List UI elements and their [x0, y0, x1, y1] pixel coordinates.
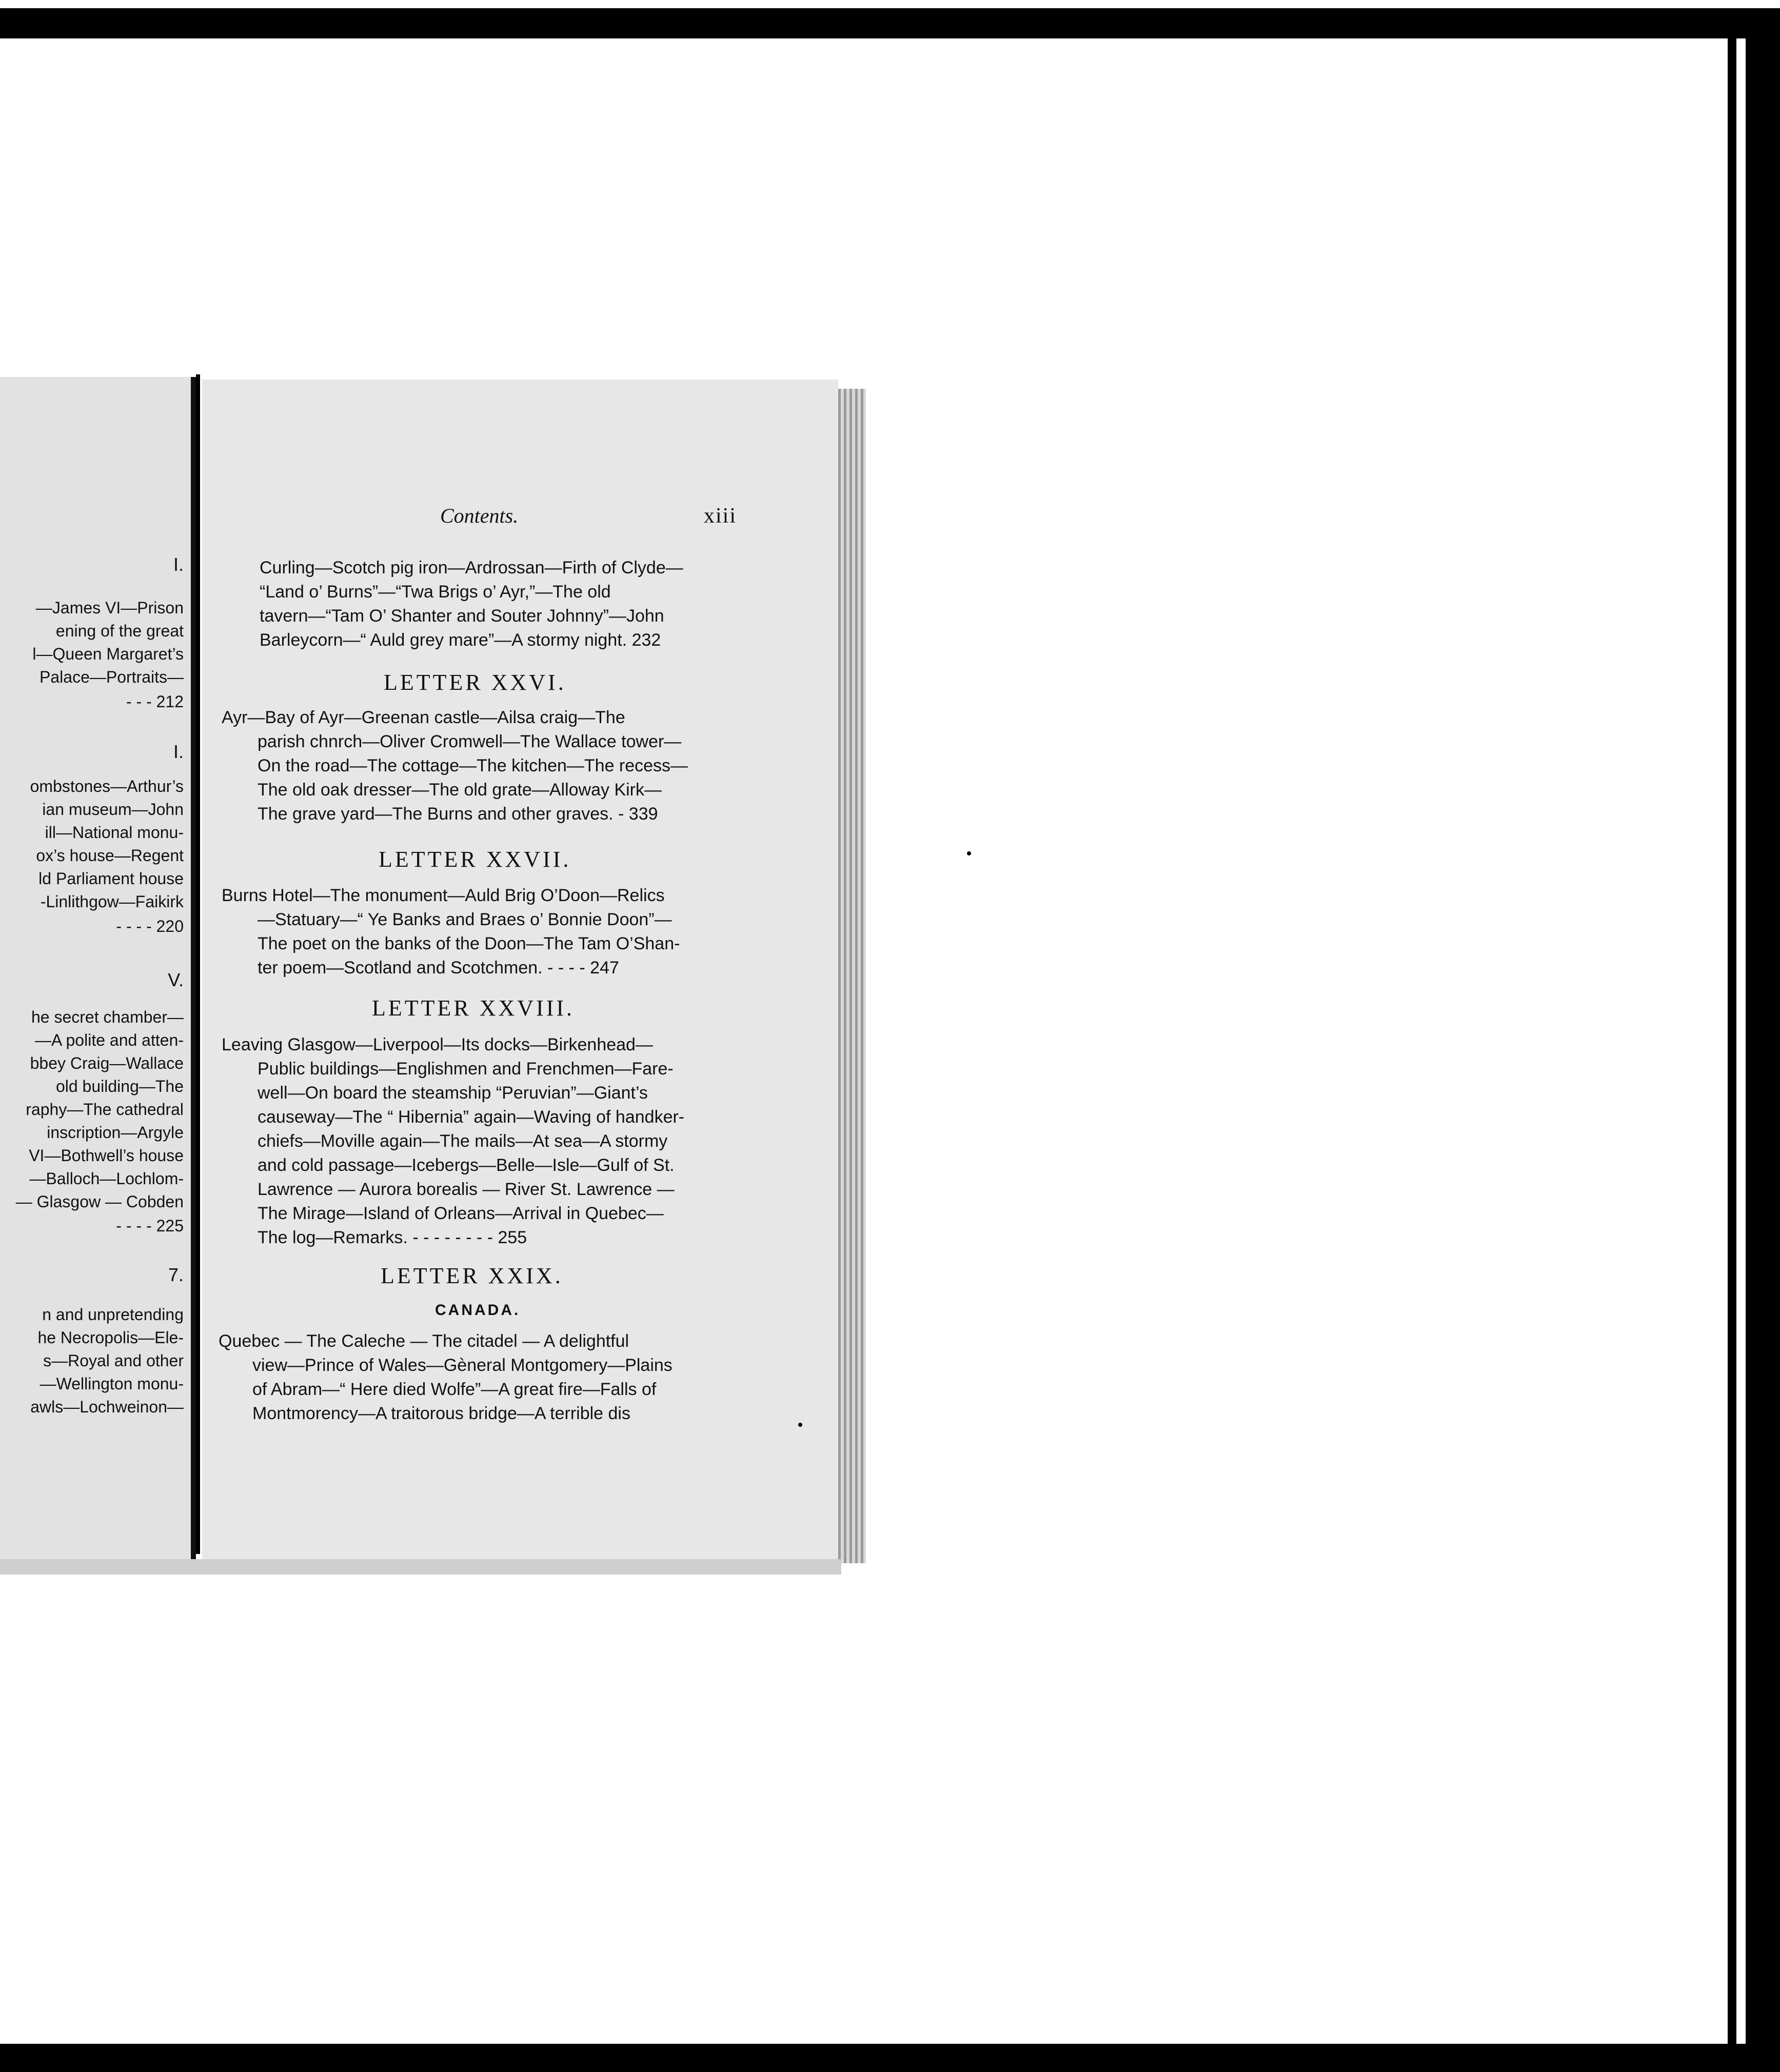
toc-line: The Mirage—Island of Orleans—Arrival in Quebec— — [258, 1204, 664, 1223]
toc-line: Burns Hotel—The monument—Auld Brig O’Doon—Relics — [222, 886, 665, 905]
toc-line: Barleycorn—“ Auld grey mare”—A stormy night. 232 — [260, 630, 661, 650]
toc-line: Ayr—Bay of Ayr—Greenan castle—Ailsa craig—The — [222, 708, 625, 727]
left-fragment: 7. — [168, 1264, 184, 1285]
left-fragment: V. — [168, 969, 184, 990]
scan-speck — [967, 851, 971, 855]
left-fragment: Palace—Portraits— — [39, 668, 184, 686]
toc-line: ter poem—Scotland and Scotchmen. - - - - 247 — [258, 958, 619, 978]
scan-border-top-highlight — [0, 0, 1780, 8]
toc-line: The old oak dresser—The old grate—Alloway Kirk— — [258, 780, 662, 800]
toc-line: Curling—Scotch pig iron—Ardrossan—Firth of Clyde— — [260, 558, 683, 577]
toc-line: The poet on the banks of the Doon—The Tam O’Shan- — [258, 934, 680, 953]
letter-heading: LETTER XXVIII. — [372, 995, 575, 1021]
left-fragment: old building—The — [55, 1077, 184, 1095]
toc-line: On the road—The cottage—The kitchen—The recess— — [258, 756, 688, 775]
page-edges — [838, 389, 866, 1563]
letter-subheading: CANADA. — [435, 1302, 521, 1319]
scan-border-right-highlight — [1736, 38, 1746, 2044]
toc-line: causeway—The “ Hibernia” again—Waving of handker- — [258, 1107, 685, 1127]
toc-line: well—On board the steamship “Peruvian”—Giant’s — [258, 1083, 648, 1103]
toc-line: “Land o’ Burns”—“Twa Brigs o’ Ayr,”—The old — [260, 582, 611, 602]
running-header: Contents. — [440, 504, 519, 527]
left-fragment: l—Queen Margaret’s — [32, 645, 184, 663]
left-fragment: ombstones—Arthur’s — [30, 777, 184, 795]
toc-line: tavern—“Tam O’ Shanter and Souter Johnny”—John — [260, 606, 664, 626]
letter-heading: LETTER XXVII. — [379, 847, 571, 872]
toc-line: parish chnrch—Oliver Cromwell—The Wallace tower— — [258, 732, 682, 751]
left-fragment: he Necropolis—Ele- — [37, 1328, 184, 1347]
left-fragment: ox’s house—Regent — [36, 846, 184, 865]
toc-line: Public buildings—Englishmen and Frenchmen—Fare- — [258, 1059, 674, 1079]
left-fragment: —Wellington monu- — [39, 1374, 184, 1393]
left-fragment: VI—Bothwell’s house — [29, 1146, 184, 1165]
toc-line: Montmorency—A traitorous bridge—A terrible dis — [252, 1404, 630, 1423]
page-number: xiii — [704, 504, 737, 528]
toc-line: chiefs—Moville again—The mails—At sea—A stormy — [258, 1131, 668, 1151]
left-fragment: - - - 212 — [126, 692, 184, 711]
left-fragment: - - - - 220 — [116, 917, 184, 935]
left-fragment: ening of the great — [55, 622, 184, 640]
toc-line: of Abram—“ Here died Wolfe”—A great fire—Falls of — [252, 1380, 657, 1399]
left-fragment: bbey Craig—Wallace — [30, 1054, 184, 1072]
toc-line: and cold passage—Icebergs—Belle—Isle—Gulf of St. — [258, 1155, 675, 1175]
left-fragment: ian museum—John — [42, 800, 184, 819]
left-fragment: awls—Lochweinon— — [30, 1398, 184, 1416]
left-fragment: inscription—Argyle — [47, 1123, 184, 1142]
left-fragment: —A polite and atten- — [35, 1031, 184, 1049]
page-bottom-shadow — [0, 1559, 841, 1575]
toc-line: view—Prince of Wales—Gèneral Montgomery—Plains — [252, 1356, 673, 1375]
left-fragment: I. — [173, 554, 184, 575]
scan-speck — [798, 1423, 802, 1427]
scan-border-bottom — [0, 2044, 1780, 2072]
left-fragment: he secret chamber— — [31, 1008, 184, 1026]
left-fragment: n and unpretending — [42, 1305, 184, 1324]
left-fragment: —Balloch—Lochlom- — [29, 1169, 184, 1188]
left-fragment: —James VI—Prison — [35, 599, 184, 617]
left-fragment: raphy—The cathedral — [26, 1100, 184, 1119]
letter-heading: LETTER XXVI. — [384, 670, 566, 695]
toc-line: Quebec — The Caleche — The citadel — A delightful — [219, 1331, 629, 1351]
book-spine — [196, 374, 200, 1554]
left-fragment: I. — [173, 741, 184, 762]
toc-line: The grave yard—The Burns and other graves. - 339 — [258, 804, 658, 824]
toc-line: Leaving Glasgow—Liverpool—Its docks—Birkenhead— — [222, 1035, 653, 1054]
left-fragment: — Glasgow — Cobden — [15, 1192, 184, 1211]
toc-line: —Statuary—“ Ye Banks and Braes o’ Bonnie Doon”— — [258, 910, 672, 929]
toc-line: Lawrence — Aurora borealis — River St. Lawrence — — [258, 1180, 675, 1199]
left-fragment: ld Parliament house — [38, 869, 184, 888]
toc-line: The log—Remarks. - - - - - - - - 255 — [258, 1228, 527, 1247]
scan-border-right — [1728, 38, 1780, 2044]
left-fragment: -Linlithgow—Faikirk — [40, 892, 184, 911]
left-fragment: - - - - 225 — [116, 1217, 184, 1235]
left-fragment: ill—National monu- — [45, 823, 184, 842]
left-fragment: s—Royal and other — [43, 1351, 184, 1370]
letter-heading: LETTER XXIX. — [381, 1263, 563, 1288]
